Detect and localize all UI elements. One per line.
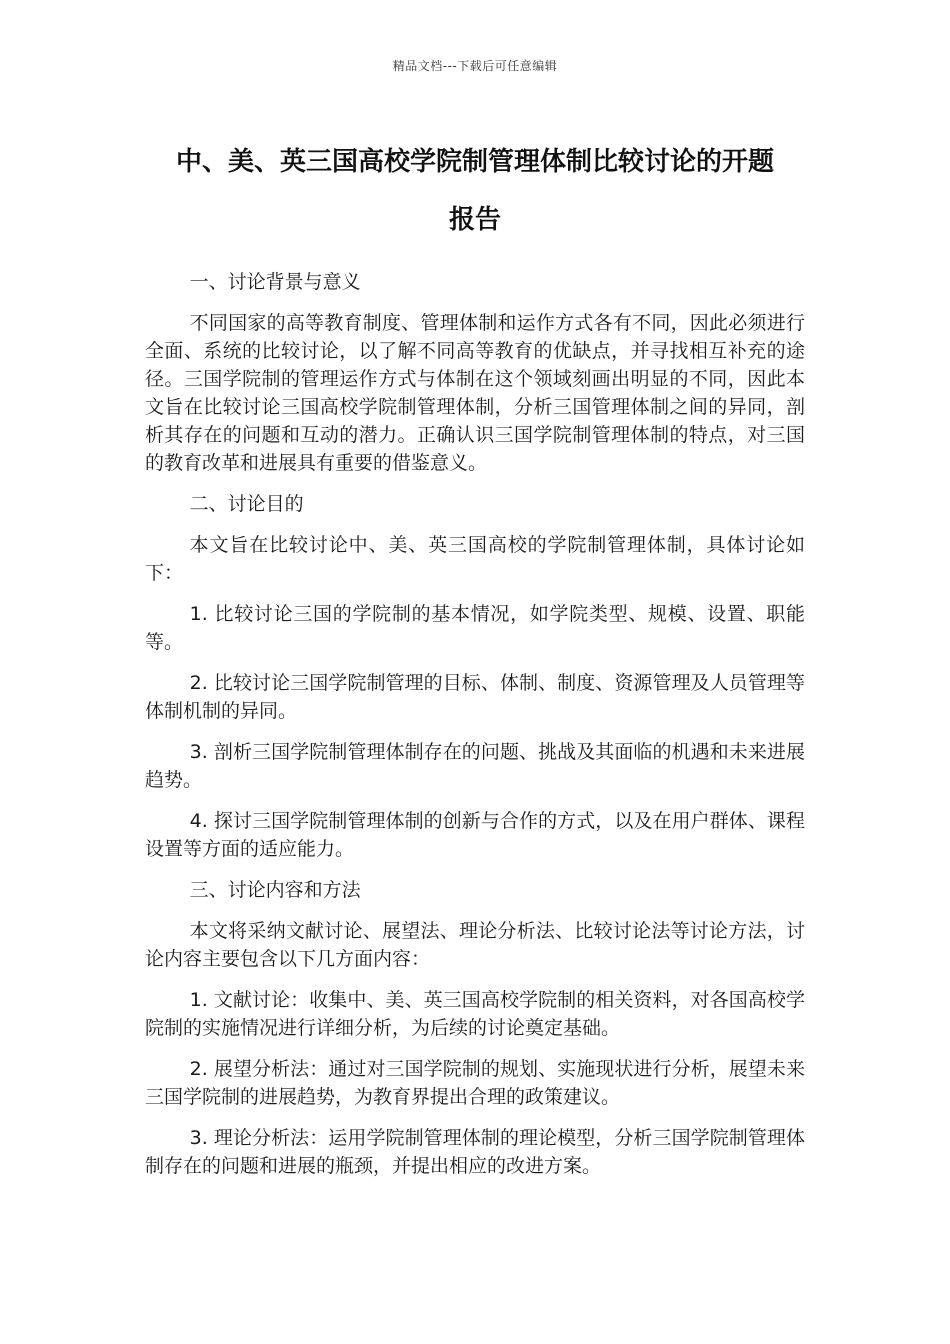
section-1-heading: 一、讨论背景与意义	[189, 271, 361, 293]
section-3-item: 1. 文献讨论：收集中、美、英三国高校学院制的相关资料，对各国高校学院制的实施情况进行详细分析，为后续的讨论奠定基础。	[145, 989, 805, 1039]
section-2-heading: 二、讨论目的	[189, 493, 304, 515]
section-1-paragraph: 不同国家的高等教育制度、管理体制和运作方式各有不同，因此必须进行全面、系统的比较讨论，以了解不同高等教育的优缺点，并寻找相互补充的途径。三国学院制的管理运作方式与体制在这个领域刻画出明显的不同，因此本文旨在比较讨论三国高校学院制管理体制，分析三国管理体制之间的异同，剖析其存在的问题和互动的潜力。正确认识三国学院制管理体制的特点，对三国的教育改革和进展具有重要的借鉴意义。	[145, 312, 805, 474]
header-note: 精品文档---下载后可任意编辑	[392, 59, 558, 73]
section-3-item: 3. 理论分析法：运用学院制管理体制的理论模型，分析三国学院制管理体制存在的问题和进展的瓶颈，并提出相应的改进方案。	[145, 1127, 805, 1177]
section-3-item: 2. 展望分析法：通过对三国学院制的规划、实施现状进行分析，展望未来三国学院制的进展趋势，为教育界提出合理的政策建议。	[145, 1058, 805, 1108]
section-3-intro: 本文将采纳文献讨论、展望法、理论分析法、比较讨论法等讨论方法，讨论内容主要包含以下几方面内容：	[145, 920, 805, 970]
section-2-item: 4. 探讨三国学院制管理体制的创新与合作的方式，以及在用户群体、课程设置等方面的适应能力。	[145, 810, 805, 860]
section-2-intro: 本文旨在比较讨论中、美、英三国高校的学院制管理体制，具体讨论如下：	[145, 534, 805, 584]
section-2-item: 2. 比较讨论三国学院制管理的目标、体制、制度、资源管理及人员管理等体制机制的异同。	[145, 672, 805, 722]
section-2-item: 1. 比较讨论三国的学院制的基本情况，如学院类型、规模、设置、职能等。	[145, 603, 805, 653]
document-title	[140, 133, 810, 249]
title-line-1: 中、美、英三国高校学院制管理体制比较讨论的开题	[175, 147, 774, 177]
title-line-2: 报告	[448, 205, 501, 235]
document-body	[145, 268, 805, 1193]
section-3-heading: 三、讨论内容和方法	[189, 879, 361, 901]
section-2-item: 3. 剖析三国学院制管理体制存在的问题、挑战及其面临的机遇和未来进展趋势。	[145, 741, 805, 791]
